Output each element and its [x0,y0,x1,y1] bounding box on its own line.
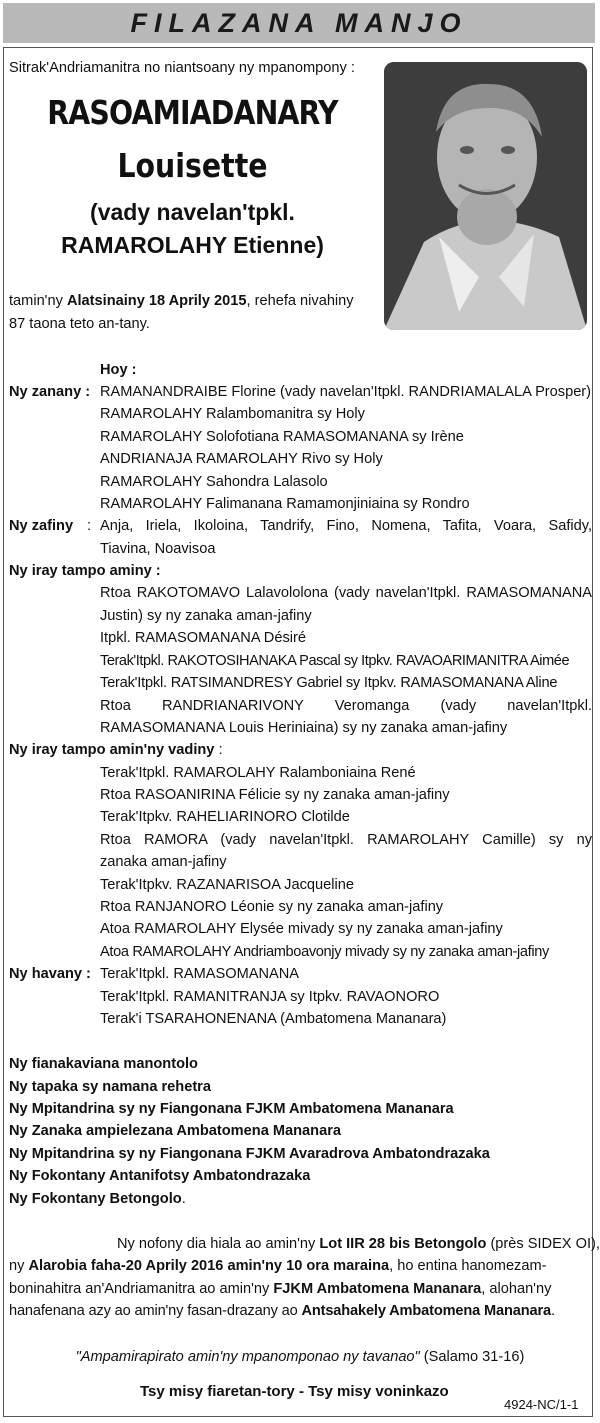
funeral-line-3 [9,1278,551,1300]
list-item: Terak'i TSARAHONENANA (Ambatomena Mananara) [100,1011,447,1027]
spouse-siblings-colon: : [214,742,223,758]
spouse-line-2: RAMAROLAHY Etienne) [61,232,324,258]
funeral-church: FJKM Ambatomena Mananara [273,1281,482,1297]
funeral-text: , alohan'ny [481,1281,552,1297]
group-item-last [9,1188,186,1210]
group-item: Ny tapaka sy namana rehetra [9,1079,211,1095]
list-item: Terak'Itpkl. RAKOTOSIHANAKA Pascal sy Itpkv. RAVAOARIMANITRA Aimée [100,653,570,669]
funeral-line-1 [117,1233,600,1255]
funeral-line-2 [9,1255,547,1277]
list-item: Justin) sy ny zanaka aman-jafiny [100,608,312,624]
group-item: Ny Zanaka ampielezana Ambatomena Mananara [9,1123,341,1139]
spouse-siblings-label: Ny iray tampo amin'ny vadiny [9,742,215,758]
funeral-text: hanafenana azy ao amin'ny fasan-drazany ao [9,1303,302,1319]
list-item: RAMAROLAHY Sahondra Lalasolo [100,474,328,490]
list-item: Rtoa RASOANIRINA Félicie sy ny zanaka aman-jafiny [100,787,450,803]
list-item: RAMAROLAHY Solofotiana RAMASOMANANA sy Irène [100,429,464,445]
deceased-given-name: Louisette [117,146,268,185]
group-item: Ny Fokontany Antanifotsy Ambatondrazaka [9,1168,311,1184]
list-item: Rtoa RANJANORO Léonie sy ny zanaka aman-jafiny [100,899,444,915]
death-date: Alatsinainy 18 Aprily 2015 [66,293,247,309]
funeral-text: ny [9,1258,29,1274]
funeral-location: Lot IIR 28 bis Betongolo [319,1236,487,1252]
deceased-surname: RASOAMIADANARY [47,93,338,132]
header-title: FILAZANA MANJO [3,3,595,43]
list-item: Anja, Iriela, Ikoloina, Tandrify, Fino, Nomena, Tafita, Voara, Safidy, [100,518,592,534]
funeral-text: . [550,1303,555,1319]
funeral-text: Ny nofony dia hiala ao amin'ny [117,1236,320,1252]
funeral-text: boninahitra an'Andriamanitra ao amin'ny [9,1281,274,1297]
spouse-siblings-heading [9,739,223,761]
portrait-photo [384,62,587,330]
death-suffix: , rehefa nivahiny [246,293,354,309]
list-item: RAMAROLAHY Falimanana Ramamonjiniaina sy Rondro [100,496,470,512]
list-item: Rtoa RAKOTOMAVO Lalavololona (vady navelan'Itpkl. RAMASOMANANA [100,585,592,601]
list-item: Terak'Itpkv. RAHELIARINORO Clotilde [100,809,350,825]
grandchildren-colon: : [87,518,92,534]
funeral-text: (près SIDEX OI), [486,1236,600,1252]
list-item: Tiavina, Noavisoa [100,541,216,557]
grandchildren-label: Ny zafiny [9,518,74,534]
list-item: Terak'Itpkl. RAMASOMANANA [100,966,300,982]
list-item: Terak'Itpkl. RAMANITRANJA sy Itpkv. RAVAONORO [100,989,440,1005]
group-period: . [181,1191,186,1207]
group-item: Ny Mpitandrina sy ny Fiangonana FJKM Avaradrova Ambatondrazaka [9,1146,490,1162]
hoy-label: Hoy : [100,362,137,378]
reference-code: 4924-NC/1-1 [504,1397,579,1412]
list-item: Rtoa RAMORA (vady navelan'Itpkl. RAMAROLAHY Camille) sy ny [100,832,592,848]
list-item: RAMAROLAHY Ralambomanitra sy Holy [100,406,365,422]
group-item: Ny fianakaviana manontolo [9,1056,198,1072]
list-item: Terak'Itpkl. RATSIMANDRESY Gabriel sy Itpkv. RAMASOMANANA Aline [100,675,558,691]
portrait-icon [384,62,587,330]
death-info [9,290,354,312]
list-item: RAMANANDRAIBE Florine (vady navelan'Itpkl. RANDRIAMALALA Prosper) [100,384,592,400]
quote-text: "Ampamirapirato amin'ny mpanomponao ny tavanao" [75,1349,420,1365]
funeral-line-4 [9,1300,555,1322]
intro-text: Sitrak'Andriamanitra no niantsoany ny mpanompony : [9,60,355,76]
death-prefix: tamin'ny [9,293,67,309]
list-item: ANDRIANAJA RAMAROLAHY Rivo sy Holy [100,451,383,467]
list-item: Terak'Itpkv. RAZANARISOA Jacqueline [100,877,354,893]
death-age: 87 taona teto an-tany. [9,316,150,332]
funeral-text: , ho entina hanomezam- [389,1258,547,1274]
bible-quote [0,1346,600,1368]
list-item: Atoa RAMAROLAHY Elysée mivady sy ny zanaka aman-jafiny [100,921,503,937]
funeral-date: Alarobia faha-20 Aprily 2016 amin'ny 10 ora maraina [28,1258,390,1274]
children-label: Ny zanany : [9,384,91,400]
relatives-label: Ny havany : [9,966,91,982]
funeral-burial-place: Antsahakely Ambatomena Mananara [301,1303,551,1319]
siblings-label: Ny iray tampo aminy : [9,563,161,579]
list-item: zanaka aman-jafiny [100,854,227,870]
quote-reference: (Salamo 31-16) [419,1349,525,1365]
list-item: Terak'Itpkl. RAMAROLAHY Ralamboniaina René [100,765,416,781]
footer-note: Tsy misy fiaretan-tory - Tsy misy voninkazo [140,1383,449,1400]
group-item: Ny Fokontany Betongolo [9,1191,182,1207]
group-item: Ny Mpitandrina sy ny Fiangonana FJKM Ambatomena Mananara [9,1101,454,1117]
list-item: Itpkl. RAMASOMANANA Désiré [100,630,306,646]
list-item: Atoa RAMAROLAHY Andriamboavonjy mivady sy ny zanaka aman-jafiny [100,944,549,960]
list-item: RAMASOMANANA Louis Heriniaina) sy ny zanaka aman-jafiny [100,720,508,736]
list-item: Rtoa RANDRIANARIVONY Veromanga (vady navelan'Itpkl. [100,698,592,714]
spouse-line-1: (vady navelan'tpkl. [90,199,295,225]
